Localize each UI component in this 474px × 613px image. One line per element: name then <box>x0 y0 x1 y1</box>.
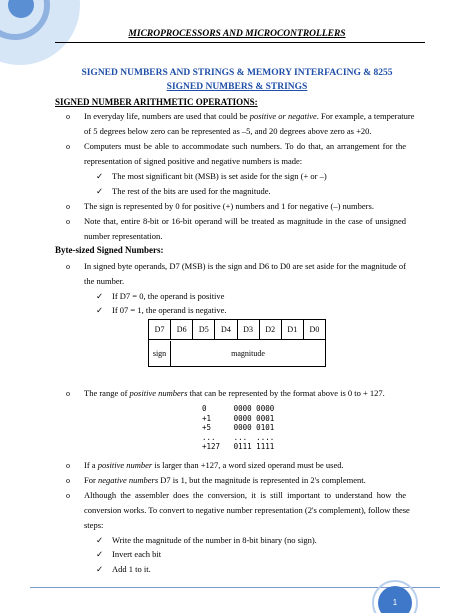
step-item: Write the magnitude of the number in 8-bit binary (no sign). <box>112 535 317 545</box>
header-rule <box>55 42 425 43</box>
bit-cell-d1: D1 <box>282 320 304 339</box>
code-row: +1 0000 0001 <box>202 413 275 423</box>
bit-header-row <box>149 320 325 340</box>
bullet-icon: o <box>66 262 70 271</box>
paragraph-line: conversion works. To convert to negative number representation (2's complement), follow these <box>84 505 410 515</box>
magnitude-field: magnitude <box>231 349 265 358</box>
topic-title: SIGNED NUMBERS & STRINGS <box>166 82 308 92</box>
list-item: If D7 = 0, the operand is positive <box>112 291 225 301</box>
paragraph-line: The sign is represented by 0 for positive (+) numbers and 1 for negative (–) numbers. <box>84 201 374 211</box>
bit-cell-d6: D6 <box>171 320 193 339</box>
code-row: +127 0111 1111 <box>202 442 275 451</box>
paragraph-line: representation of signed positive and negative numbers is made: <box>84 156 303 166</box>
bullet-icon: o <box>66 217 70 226</box>
checkmark-icon: ✓ <box>96 305 104 315</box>
list-item: The most significant bit (MSB) is set aside for the sign (+ or –) <box>112 171 327 181</box>
paragraph-line: steps: <box>84 520 104 530</box>
paragraph-line: In everyday life, numbers are used that could be positive or negative. For example, a temperature <box>84 111 415 121</box>
paragraph-line: Note that, entire 8-bit or 16-bit operand will be treated as magnitude in the case of unsigned <box>84 216 406 226</box>
paragraph-line: Computers must be able to accommodate such numbers. To do that, an arrangement for the <box>84 141 406 151</box>
bullet-icon: o <box>66 202 70 211</box>
bit-cell-d5: D5 <box>193 320 215 339</box>
binary-range-listing <box>202 404 274 452</box>
code-row: 0 0000 0000 <box>202 404 275 413</box>
list-item: If 07 = 1, the operand is negative. <box>112 305 227 315</box>
bullet-icon: o <box>66 112 70 121</box>
bullet-icon: o <box>66 389 70 398</box>
bit-cell-d3: D3 <box>238 320 260 339</box>
bullet-icon: o <box>66 491 70 500</box>
field-row <box>149 341 325 366</box>
bullet-icon: o <box>66 461 70 470</box>
step-item: Add 1 to it. <box>112 564 151 574</box>
code-row: ... ... .... <box>202 432 275 442</box>
paragraph-line: If a positive number is larger than +127, a word sized operand must be used. <box>84 460 344 470</box>
page-number: 1 <box>378 586 412 613</box>
bullet-icon: o <box>66 476 70 485</box>
signed-byte-format-table <box>148 319 326 367</box>
checkmark-icon: ✓ <box>96 564 104 574</box>
paragraph-line: number representation. <box>84 231 163 241</box>
paragraph-line: Although the assembler does the conversion, it is still important to understand how the <box>84 490 406 500</box>
bit-cell-d2: D2 <box>260 320 282 339</box>
unit-title: SIGNED NUMBERS AND STRINGS & MEMORY INTERFACING & 8255 <box>81 68 393 78</box>
bit-cell-d4: D4 <box>215 320 237 339</box>
code-row: +5 0000 0101 <box>202 423 275 432</box>
paragraph-line: For negative numbers D7 is 1, but the magnitude is represented in 2's complement. <box>84 475 366 485</box>
bit-cell-d7: D7 <box>149 320 171 339</box>
bullet-icon: o <box>66 142 70 151</box>
paragraph-line: the number. <box>84 276 125 286</box>
paragraph-line: of 5 degrees below zero can be represented as –5, and 20 degrees above zero as +20. <box>84 126 372 136</box>
sign-field: sign <box>149 341 171 366</box>
step-item: Invert each bit <box>112 549 162 559</box>
paragraph-line: The range of positive numbers that can be represented by the format above is 0 to + 127. <box>84 388 385 398</box>
list-item: The rest of the bits are used for the magnitude. <box>112 186 271 196</box>
paragraph-line: In signed byte operands, D7 (MSB) is the sign and D6 to D0 are set aside for the magnitude of <box>84 261 406 271</box>
section-heading-byte-signed: Byte-sized Signed Numbers: <box>55 245 164 255</box>
course-title: MICROPROCESSORS AND MICROCONTROLLERS <box>128 29 346 39</box>
checkmark-icon: ✓ <box>96 535 104 545</box>
bit-cell-d0: D0 <box>309 325 320 334</box>
section-heading-signed-arithmetic: SIGNED NUMBER ARITHMETIC OPERATIONS: <box>55 97 258 107</box>
checkmark-icon: ✓ <box>96 291 104 301</box>
checkmark-icon: ✓ <box>96 186 104 196</box>
checkmark-icon: ✓ <box>96 171 104 181</box>
checkmark-icon: ✓ <box>96 549 104 559</box>
